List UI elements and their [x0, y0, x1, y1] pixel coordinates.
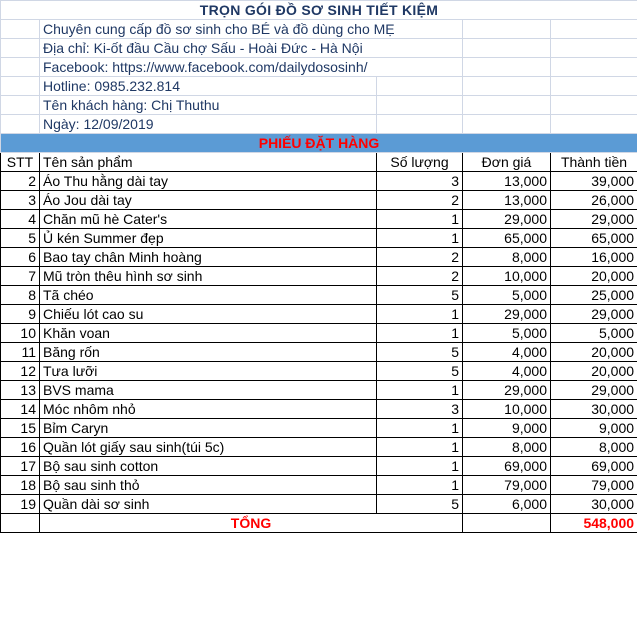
info-hotline[interactable]: Hotline: 0985.232.814	[40, 77, 377, 96]
cell-unit-price[interactable]: 13,000	[463, 172, 551, 191]
cell-blank[interactable]	[463, 20, 551, 39]
cell-stt[interactable]: 15	[1, 419, 40, 438]
order-form-banner[interactable]: PHIẾU ĐẶT HÀNG	[1, 134, 637, 153]
info-date[interactable]: Ngày: 12/09/2019	[40, 115, 377, 134]
cell-blank[interactable]	[1, 20, 40, 39]
cell-unit-price[interactable]: 5,000	[463, 324, 551, 343]
cell-stt[interactable]: 7	[1, 267, 40, 286]
total-label[interactable]: TỔNG	[40, 514, 463, 533]
cell-product-name[interactable]: Bao tay chân Minh hoàng	[40, 248, 377, 267]
header-product-name[interactable]: Tên sản phẩm	[40, 153, 377, 172]
cell-quantity[interactable]: 5	[377, 495, 463, 514]
header-line-total[interactable]: Thành tiền	[551, 153, 637, 172]
cell-blank[interactable]	[377, 77, 463, 96]
cell-unit-price[interactable]: 69,000	[463, 457, 551, 476]
cell-blank[interactable]	[551, 96, 637, 115]
cell-blank[interactable]	[551, 77, 637, 96]
cell-line-total[interactable]: 16,000	[551, 248, 637, 267]
header-stt[interactable]: STT	[1, 153, 40, 172]
grid-body	[1, 1, 637, 533]
cell-product-name[interactable]: Áo Jou dài tay	[40, 191, 377, 210]
table-row	[1, 419, 637, 438]
cell-unit-price[interactable]: 29,000	[463, 305, 551, 324]
cell-unit-price[interactable]: 13,000	[463, 191, 551, 210]
cell-unit-price[interactable]: 5,000	[463, 286, 551, 305]
table-row	[1, 191, 637, 210]
table-row	[1, 362, 637, 381]
cell-unit-price[interactable]: 29,000	[463, 210, 551, 229]
cell-line-total[interactable]: 69,000	[551, 457, 637, 476]
cell-line-total[interactable]: 29,000	[551, 381, 637, 400]
cell-line-total[interactable]: 29,000	[551, 210, 637, 229]
cell-blank[interactable]	[1, 77, 40, 96]
cell-blank[interactable]	[551, 58, 637, 77]
cell-line-total[interactable]: 9,000	[551, 419, 637, 438]
cell-product-name[interactable]: Chiếu lót cao su	[40, 305, 377, 324]
cell-unit-price[interactable]: 8,000	[463, 248, 551, 267]
cell-line-total[interactable]: 8,000	[551, 438, 637, 457]
cell-stt[interactable]: 2	[1, 172, 40, 191]
cell-blank[interactable]	[377, 115, 463, 134]
cell-stt[interactable]: 6	[1, 248, 40, 267]
table-row	[1, 172, 637, 191]
cell-quantity[interactable]: 2	[377, 191, 463, 210]
title-row	[1, 1, 637, 20]
cell-quantity[interactable]: 1	[377, 210, 463, 229]
cell-blank[interactable]	[1, 514, 40, 533]
table-row	[1, 210, 637, 229]
cell-stt[interactable]: 9	[1, 305, 40, 324]
header-quantity[interactable]: Số lượng	[377, 153, 463, 172]
cell-product-name[interactable]: BVS mama	[40, 381, 377, 400]
sheet-title[interactable]: TRỌN GÓI ĐỒ SƠ SINH TIẾT KIỆM	[1, 1, 637, 20]
cell-line-total[interactable]: 65,000	[551, 229, 637, 248]
table-row	[1, 400, 637, 419]
table-row	[1, 438, 637, 457]
cell-product-name[interactable]: Quần lót giấy sau sinh(túi 5c)	[40, 438, 377, 457]
cell-quantity[interactable]: 1	[377, 381, 463, 400]
cell-quantity[interactable]: 1	[377, 229, 463, 248]
cell-stt[interactable]: 3	[1, 191, 40, 210]
cell-stt[interactable]: 5	[1, 229, 40, 248]
table-row	[1, 495, 637, 514]
cell-line-total[interactable]: 20,000	[551, 362, 637, 381]
info-row	[1, 58, 637, 77]
cell-line-total[interactable]: 20,000	[551, 267, 637, 286]
info-customer[interactable]: Tên khách hàng: Chị Thuthu	[40, 96, 377, 115]
cell-blank[interactable]	[551, 39, 637, 58]
cell-quantity[interactable]: 2	[377, 267, 463, 286]
cell-stt[interactable]: 19	[1, 495, 40, 514]
cell-stt[interactable]: 13	[1, 381, 40, 400]
info-row	[1, 96, 637, 115]
cell-product-name[interactable]: Quần dài sơ sinh	[40, 495, 377, 514]
cell-blank[interactable]	[377, 96, 463, 115]
cell-line-total[interactable]: 29,000	[551, 305, 637, 324]
total-value[interactable]: 548,000	[551, 514, 637, 533]
cell-line-total[interactable]: 20,000	[551, 343, 637, 362]
cell-blank[interactable]	[463, 58, 551, 77]
cell-line-total[interactable]: 30,000	[551, 495, 637, 514]
cell-quantity[interactable]: 5	[377, 343, 463, 362]
info-facebook[interactable]: Facebook: https://www.facebook.com/dailydososinh/	[40, 58, 463, 77]
cell-stt[interactable]: 18	[1, 476, 40, 495]
cell-quantity[interactable]: 1	[377, 457, 463, 476]
cell-stt[interactable]: 17	[1, 457, 40, 476]
cell-line-total[interactable]: 5,000	[551, 324, 637, 343]
cell-product-name[interactable]: Bộ sau sinh thỏ	[40, 476, 377, 495]
table-row	[1, 343, 637, 362]
cell-line-total[interactable]: 79,000	[551, 476, 637, 495]
cell-line-total[interactable]: 39,000	[551, 172, 637, 191]
cell-stt[interactable]: 16	[1, 438, 40, 457]
cell-unit-price[interactable]: 10,000	[463, 400, 551, 419]
cell-unit-price[interactable]: 8,000	[463, 438, 551, 457]
cell-unit-price[interactable]: 4,000	[463, 343, 551, 362]
cell-blank[interactable]	[463, 115, 551, 134]
cell-product-name[interactable]: Áo Thu hằng dài tay	[40, 172, 377, 191]
cell-unit-price[interactable]: 4,000	[463, 362, 551, 381]
info-row	[1, 115, 637, 134]
cell-quantity[interactable]: 3	[377, 172, 463, 191]
cell-quantity[interactable]: 1	[377, 476, 463, 495]
cell-quantity[interactable]: 2	[377, 248, 463, 267]
header-unit-price[interactable]: Đơn giá	[463, 153, 551, 172]
cell-stt[interactable]: 12	[1, 362, 40, 381]
cell-quantity[interactable]: 5	[377, 362, 463, 381]
cell-product-name[interactable]: Bỉm Caryn	[40, 419, 377, 438]
total-row	[1, 514, 637, 533]
info-row	[1, 77, 637, 96]
table-row	[1, 229, 637, 248]
cell-product-name[interactable]: Mũ tròn thêu hình sơ sinh	[40, 267, 377, 286]
cell-quantity[interactable]: 1	[377, 438, 463, 457]
cell-stt[interactable]: 14	[1, 400, 40, 419]
cell-unit-price[interactable]: 10,000	[463, 267, 551, 286]
cell-blank[interactable]	[551, 115, 637, 134]
cell-blank[interactable]	[551, 20, 637, 39]
banner-row	[1, 134, 637, 153]
info-tagline[interactable]: Chuyên cung cấp đồ sơ sinh cho BÉ và đồ dùng cho MẸ	[40, 20, 463, 39]
cell-blank[interactable]	[463, 514, 551, 533]
table-row	[1, 267, 637, 286]
column-header-row	[1, 153, 637, 172]
cell-stt[interactable]: 10	[1, 324, 40, 343]
cell-line-total[interactable]: 30,000	[551, 400, 637, 419]
cell-blank[interactable]	[463, 96, 551, 115]
cell-product-name[interactable]: Băng rốn	[40, 343, 377, 362]
cell-quantity[interactable]: 3	[377, 400, 463, 419]
cell-product-name[interactable]: Chăn mũ hè Cater's	[40, 210, 377, 229]
cell-blank[interactable]	[1, 115, 40, 134]
cell-unit-price[interactable]: 65,000	[463, 229, 551, 248]
table-row	[1, 286, 637, 305]
cell-line-total[interactable]: 25,000	[551, 286, 637, 305]
cell-product-name[interactable]: Bộ sau sinh cotton	[40, 457, 377, 476]
cell-stt[interactable]: 11	[1, 343, 40, 362]
cell-unit-price[interactable]: 29,000	[463, 381, 551, 400]
cell-blank[interactable]	[463, 77, 551, 96]
cell-quantity[interactable]: 1	[377, 419, 463, 438]
cell-product-name[interactable]: Tã chéo	[40, 286, 377, 305]
table-row	[1, 248, 637, 267]
info-address[interactable]: Địa chỉ: Ki-ốt đầu Cầu chợ Sấu - Hoài Đức - Hà Nội	[40, 39, 463, 58]
cell-stt[interactable]: 4	[1, 210, 40, 229]
table-row	[1, 381, 637, 400]
cell-blank[interactable]	[463, 39, 551, 58]
cell-product-name[interactable]: Khăn voan	[40, 324, 377, 343]
cell-blank[interactable]	[1, 39, 40, 58]
cell-quantity[interactable]: 1	[377, 305, 463, 324]
cell-blank[interactable]	[1, 96, 40, 115]
cell-product-name[interactable]: Móc nhôm nhỏ	[40, 400, 377, 419]
table-row	[1, 457, 637, 476]
cell-product-name[interactable]: Ủ kén Summer đẹp	[40, 229, 377, 248]
cell-unit-price[interactable]: 9,000	[463, 419, 551, 438]
info-row	[1, 20, 637, 39]
cell-quantity[interactable]: 1	[377, 324, 463, 343]
cell-quantity[interactable]: 5	[377, 286, 463, 305]
info-row	[1, 39, 637, 58]
cell-stt[interactable]: 8	[1, 286, 40, 305]
cell-line-total[interactable]: 26,000	[551, 191, 637, 210]
table-row	[1, 324, 637, 343]
cell-unit-price[interactable]: 6,000	[463, 495, 551, 514]
cell-unit-price[interactable]: 79,000	[463, 476, 551, 495]
table-row	[1, 305, 637, 324]
cell-product-name[interactable]: Tưa lưỡi	[40, 362, 377, 381]
table-row	[1, 476, 637, 495]
cell-blank[interactable]	[1, 58, 40, 77]
